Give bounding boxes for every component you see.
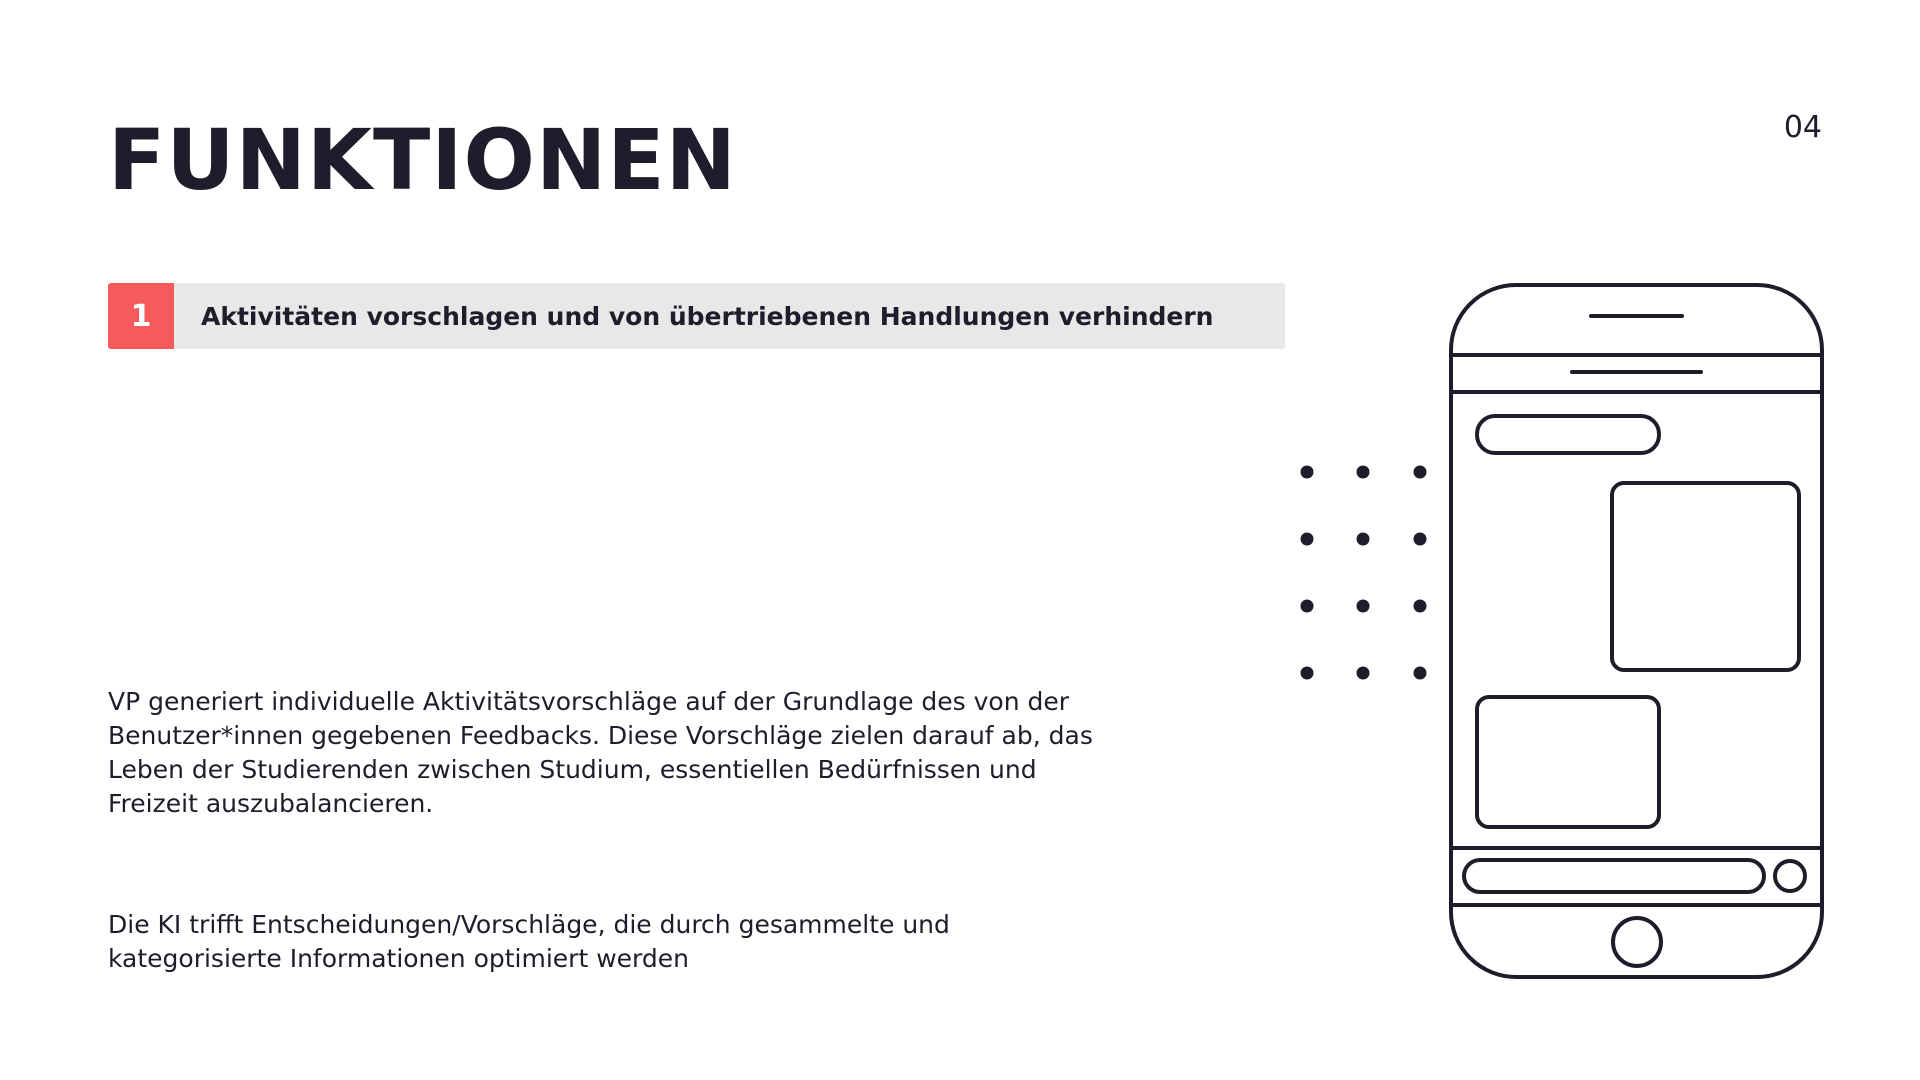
smartphone-icon [1451,285,1822,977]
description-paragraph-2: Die KI trifft Entscheidungen/Vorschläge, die durch gesammelte und kategorisierte Informationen optimiert werden [108,910,950,973]
page-number: 04 [1783,110,1822,145]
feature-title: Aktivitäten vorschlagen und von übertriebenen Handlungen verhindern [201,301,1214,331]
feature-banner [108,283,1285,349]
smartphone-chat-illustration [1285,275,1845,985]
slide-title: FUNKTIONEN [108,111,737,209]
description-paragraph-1: VP generiert individuelle Aktivitätsvorschläge auf der Grundlage des von der Benutzer*innen gegebenen Feedbacks. Diese Vorschläge zielen darauf ab, das Leben der Studierenden zwischen Studium, essentiellen Bedürfnissen und Freizeit auszubalancieren. [108,687,1093,818]
feature-number-badge: 1 [108,283,174,349]
